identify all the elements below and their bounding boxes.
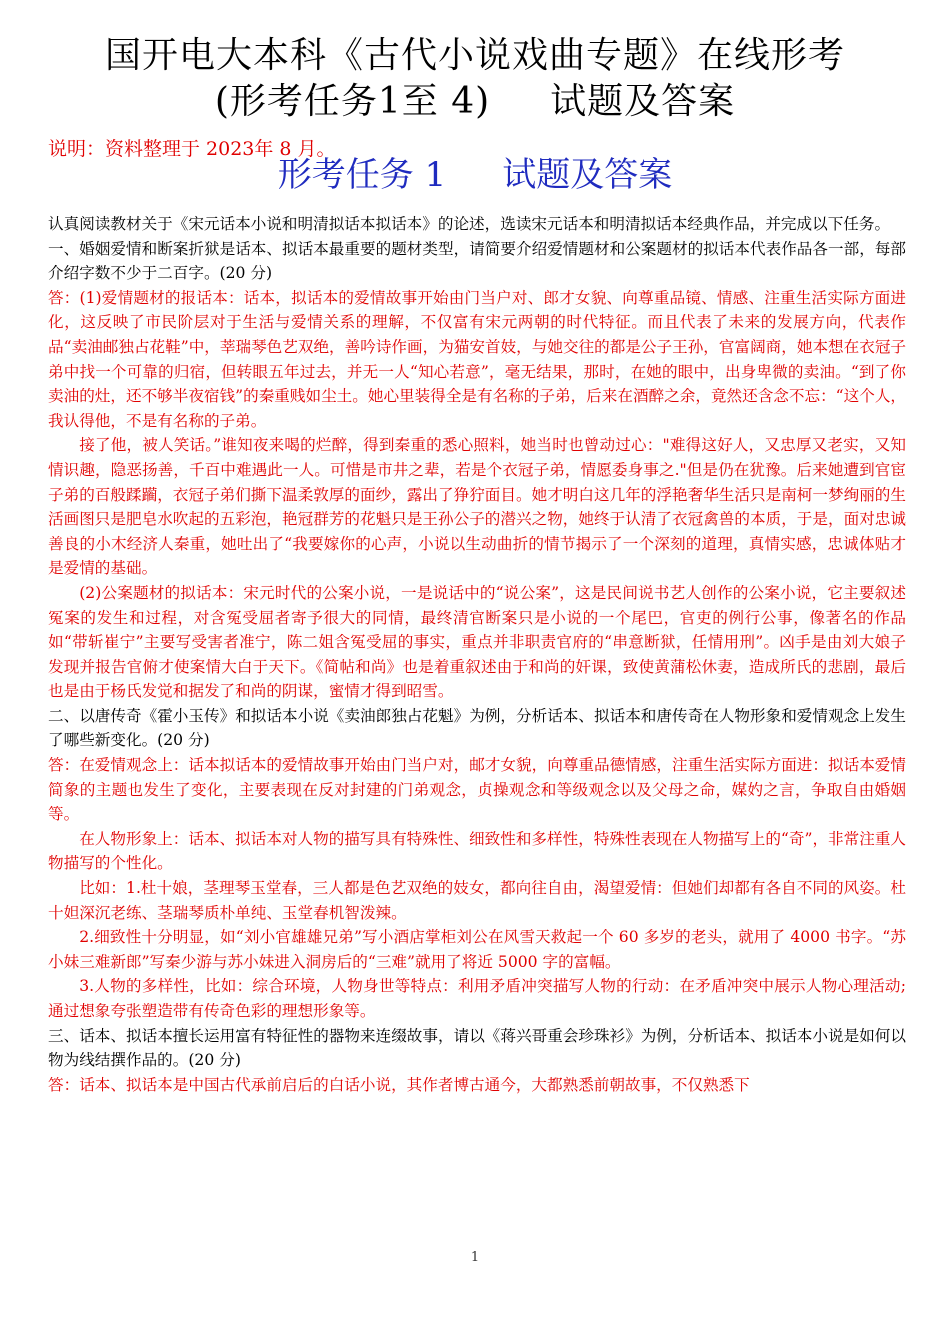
answer-2-part2: 在人物形象上：话本、拟话本对人物的描写具有特殊性、细致性和多样性，特殊性表现在人物描写上的“奇”，非常注重人物描写的个性化。	[48, 829, 907, 873]
question-1: 一、婚姻爱情和断案折狱是话本、拟话本最重要的题材类型，请简要介绍爱情题材和公案题材的拟话本代表作品各一部，每部介绍字数不少于二百字。(20 分)	[48, 239, 906, 283]
intro-paragraph: 认真阅读教材关于《宋元话本小说和明清拟话本拟话本》的论述，选读宋元话本和明清拟话本经典作品，并完成以下任务。	[48, 215, 891, 233]
page-number: 1	[470, 1250, 480, 1265]
document-title-line1: 国开电大本科《古代小说戏曲专题》在线形考	[104, 35, 845, 76]
compile-note: 说明：资料整理于 2023年 8 月。	[48, 138, 336, 160]
document-title-line2	[0, 80, 950, 124]
question-3: 三、话本、拟话本擅长运用富有特征性的器物来连缀故事，请以《蒋兴哥重会珍珠衫》为例，分析话本、拟话本小说是如何以物为线结撰作品的。(20 分)	[48, 1026, 906, 1070]
answer-2-part5: 3.人物的多样性，比如：综合环境，人物身世等特点：利用矛盾冲突描写人物的行动：在矛盾冲突中展示人物心理活动;通过想象夸张塑造带有传奇色彩的理想形象等。	[48, 977, 906, 1020]
answer-2-part1: 答：在爱情观念上：话本拟话本的爱情故事开始由门当户对，邮才女貌，向尊重品德情感，注重生活实际方面进：拟话本爱情简象的主题也发生了变化，主要表现在反对封建的门弟观念，贞操观念和等级观念以及父母之命，媒妁之言，争取自由婚姻等。	[48, 756, 906, 824]
answer-2-part4: 2.细致性十分明显，如“刘小官雄雄兄弟”写小酒店掌柜刘公在风雪天救起一个 60 多岁的老头，就用了 4000 书字。“苏小妹三难新郎”写秦少游与苏小妹进入洞房后的“三难”就用了将近 5000 字的富幅。	[48, 928, 906, 971]
document-body	[48, 212, 906, 1097]
answer-2-part3: 比如：1.杜十娘，茎理琴玉堂春，三人都是色艺双绝的妓女，都向往自由，渴望爱情：但她们却都有各自不同的风姿。杜十妲深沉老练、茎瑞琴质朴单纯、玉堂春机智泼辣。	[48, 879, 906, 922]
question-2: 二、以唐传奇《霍小玉传》和拟话本小说《卖油郎独占花魁》为例，分析话本、拟话本和唐传奇在人物形象和爱情观念上发生了哪些新变化。(20 分)	[48, 706, 906, 750]
answer-1-part2: 接了他，被人笑话。”谁知夜来喝的烂醉，得到秦重的悉心照料，她当时也曾动过心："难得这好人，又忠厚又老实，又知情识趣，隐恶扬善，千百中难遇此一人。可惜是市井之辈，若是个衣冠子弟，情愿委身事之."但是仍在犹豫。后来她遭到官宦子弟的百般蹂躏，衣冠子弟们撕下温柔敦厚的面纱，露出了狰狞面目。她才明白这几年的浮艳奢华生活只是南柯一梦绚丽的生活画图只是肥皂水吹起的五彩泡，艳冠群芳的花魁只是王孙公子的潜兴之物，她终于认清了衣冠禽兽的本质，于是，面对忠诚善良的小木经济人秦重，她吐出了“我要嫁你的心声，小说以生动曲折的情节揭示了一个深刻的道理，真情实感，忠诚体贴才是爱情的基础。	[48, 436, 906, 578]
answer-3-part1: 答：话本、拟话本是中国古代承前启后的白话小说，其作者博古通今，大都熟悉前朝故事，不仅熟悉下	[48, 1075, 750, 1094]
section-heading	[0, 153, 950, 197]
section-task-name: 形考任务 1	[277, 155, 447, 195]
answer-1-part3: (2)公案题材的拟话本：宋元时代的公案小说，一是说话中的“说公案”，这是民间说书艺人创作的公案小说，它主要叙述冤案的发生和过程，对含冤受屈者寄予很大的同情，最终清官断案只是小说的一个尾巴，官吏的例行公事，像著名的作品如“带斩崔宁”主要写受害者准宁，陈二姐含冤受屈的事实，重点并非职责官府的“串意断狱，任情用刑”。凶手是由刘大娘子发现并报告官俯才使案情大白于天下。《简帖和尚》也是着重叙述由于和尚的奸课，致使黄蒲松休妻，造成所氏的悲剧，最后也是由于杨氏发觉和据发了和尚的阴谋，蜜情才得到昭雪。	[48, 583, 906, 701]
title-qa: 试题及答案	[550, 81, 736, 122]
title-task-range: (形考任务1至 4)	[214, 81, 491, 122]
answer-1-part1: 答：(1)爱情题材的报话本：话本，拟话本的爱情故事开始由门当户对、郎才女貌、向尊重品镜、情感、注重生活实际方面进化，这反映了市民阶层对于生活与爱情关系的理解，不仅富有宋元两朝的时代特征。而且代表了未来的发展方向，代表作品“卖油邮独占花鞋”中，莘瑞琴色艺双绝，善吟诗作画，为猫安首妓，与她交往的都是公子王孙，官富阔商，她本想在衣冠子弟中找一个可靠的归宿，但转眼五年过去，并无一人“知心若意”，毫无结果，那时，在她的眼中，出身卑微的卖油。“到了你卖油的灶，还不够半夜宿钱”的秦重贱如尘土。她心里装得全是有名称的子弟，后来在酒醉之余，竟然还含念不忘：“这个人，我认得他，不是有名称的子弟。	[48, 288, 907, 430]
section-qa: 试题及答案	[502, 155, 673, 195]
